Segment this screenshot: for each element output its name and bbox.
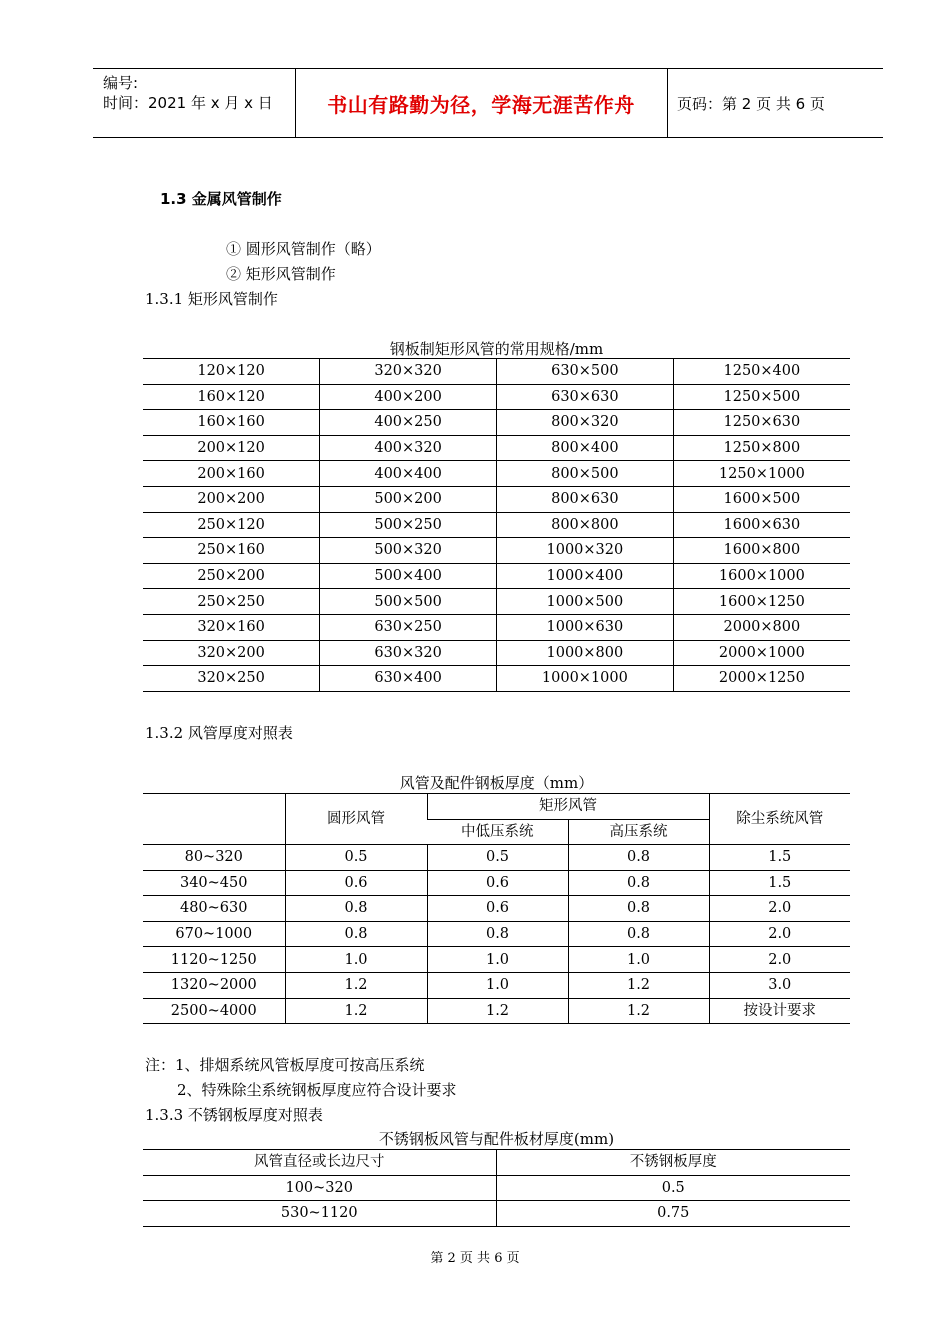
table-cell: 0.8 xyxy=(568,896,709,922)
thickness-table-caption: 风管及配件钢板厚度（mm） xyxy=(399,774,594,792)
table-cell: 1600×500 xyxy=(673,486,850,512)
table-cell: 800×630 xyxy=(497,486,674,512)
table-cell: 0.6 xyxy=(427,896,568,922)
table-cell: 800×800 xyxy=(497,512,674,538)
table-cell: 160×160 xyxy=(143,410,320,436)
table-row xyxy=(143,512,850,538)
header-meta xyxy=(103,73,273,113)
table-cell: 400×250 xyxy=(320,410,497,436)
table-cell: 0.75 xyxy=(496,1201,850,1227)
table-cell: 1000×320 xyxy=(497,538,674,564)
table-cell: 400×400 xyxy=(320,461,497,487)
table-cell: 250×160 xyxy=(143,538,320,564)
table-cell: 800×500 xyxy=(497,461,674,487)
header-cell-size: 风管直径或长边尺寸 xyxy=(143,1150,496,1176)
table-cell: 2000×1250 xyxy=(673,666,850,692)
list-item-rect-duct: ② 矩形风管制作 xyxy=(226,265,336,283)
table-cell: 250×120 xyxy=(143,512,320,538)
table-cell: 1000×400 xyxy=(497,563,674,589)
table-cell: 1000×1000 xyxy=(497,666,674,692)
table-cell: 200×120 xyxy=(143,435,320,461)
header-cell-dust: 除尘系统风管 xyxy=(709,794,850,845)
table-cell: 1250×500 xyxy=(673,384,850,410)
stainless-table xyxy=(143,1149,850,1227)
header-cell-thickness: 不锈钢板厚度 xyxy=(496,1150,850,1176)
table-row xyxy=(143,947,850,973)
table-row xyxy=(143,640,850,666)
spec-table-caption: 钢板制矩形风管的常用规格/mm xyxy=(389,340,604,358)
table-cell: 1.5 xyxy=(709,870,850,896)
thickness-table xyxy=(143,793,850,1024)
table-row xyxy=(143,1201,850,1227)
table-row xyxy=(143,435,850,461)
table-cell: 1.2 xyxy=(568,998,709,1024)
table-cell: 2.0 xyxy=(709,947,850,973)
table-cell: 1120~1250 xyxy=(143,947,285,973)
table-cell: 1.0 xyxy=(568,947,709,973)
table-row xyxy=(143,384,850,410)
table-cell: 320×200 xyxy=(143,640,320,666)
table-cell: 1.0 xyxy=(427,947,568,973)
note-2: 2、特殊除尘系统钢板厚度应符合设计要求 xyxy=(177,1081,457,1099)
table-cell: 250×200 xyxy=(143,563,320,589)
table-row xyxy=(143,538,850,564)
table-row xyxy=(143,870,850,896)
table-cell: 1.0 xyxy=(285,947,427,973)
table-cell: 500×400 xyxy=(320,563,497,589)
table-cell: 250×250 xyxy=(143,589,320,615)
table-header-row xyxy=(143,794,850,820)
table-cell: 0.8 xyxy=(285,896,427,922)
table-cell: 0.8 xyxy=(568,870,709,896)
table-cell: 1250×800 xyxy=(673,435,850,461)
header-cell-round: 圆形风管 xyxy=(285,794,427,845)
table-cell: 630×630 xyxy=(497,384,674,410)
table-cell: 1.2 xyxy=(285,972,427,998)
table-cell: 400×320 xyxy=(320,435,497,461)
table-cell: 400×200 xyxy=(320,384,497,410)
table-cell: 200×160 xyxy=(143,461,320,487)
table-cell: 0.8 xyxy=(568,845,709,871)
table-cell: 500×320 xyxy=(320,538,497,564)
table-cell: 0.5 xyxy=(496,1175,850,1201)
spec-table xyxy=(143,358,850,692)
table-cell: 500×500 xyxy=(320,589,497,615)
table-cell: 1000×630 xyxy=(497,614,674,640)
header-cell-rect: 矩形风管 xyxy=(427,794,709,820)
table-cell: 200×200 xyxy=(143,486,320,512)
table-cell: 按设计要求 xyxy=(709,998,850,1024)
table-cell: 1250×1000 xyxy=(673,461,850,487)
table-row xyxy=(143,666,850,692)
table-cell: 630×400 xyxy=(320,666,497,692)
table-row xyxy=(143,461,850,487)
table-cell: 1000×800 xyxy=(497,640,674,666)
table-cell: 500×250 xyxy=(320,512,497,538)
header-motto: 书山有路勤为径，学海无涯苦作舟 xyxy=(327,93,635,117)
table-cell: 800×320 xyxy=(497,410,674,436)
table-cell: 1600×1000 xyxy=(673,563,850,589)
table-row xyxy=(143,359,850,385)
header-page-label: 页码：第 2 页 共 6 页 xyxy=(677,95,825,113)
table-cell: 500×200 xyxy=(320,486,497,512)
table-cell: 1600×800 xyxy=(673,538,850,564)
table-cell: 0.6 xyxy=(285,870,427,896)
table-cell: 630×500 xyxy=(497,359,674,385)
subsection-1-3-1: 1.3.1 矩形风管制作 xyxy=(145,290,278,308)
table-cell: 2000×1000 xyxy=(673,640,850,666)
table-cell: 800×400 xyxy=(497,435,674,461)
time-label: 时间：2021 年 x 月 x 日 xyxy=(103,94,273,112)
table-cell: 1.5 xyxy=(709,845,850,871)
code-label: 编号: xyxy=(103,74,139,92)
table-cell: 530~1120 xyxy=(143,1201,496,1227)
stainless-table-caption: 不锈钢板风管与配件板材厚度(mm) xyxy=(378,1130,615,1148)
table-cell: 1600×1250 xyxy=(673,589,850,615)
table-cell: 1000×500 xyxy=(497,589,674,615)
table-cell: 0.8 xyxy=(427,921,568,947)
table-cell: 120×120 xyxy=(143,359,320,385)
table-cell: 670~1000 xyxy=(143,921,285,947)
table-cell: 2.0 xyxy=(709,921,850,947)
table-cell: 0.8 xyxy=(285,921,427,947)
table-cell: 320×250 xyxy=(143,666,320,692)
table-cell: 0.8 xyxy=(568,921,709,947)
table-cell: 1250×630 xyxy=(673,410,850,436)
page-header xyxy=(93,68,883,138)
note-1: 注：1、排烟系统风管板厚度可按高压系统 xyxy=(145,1056,425,1074)
table-row xyxy=(143,972,850,998)
table-cell: 630×250 xyxy=(320,614,497,640)
table-cell: 160×120 xyxy=(143,384,320,410)
table-cell: 340~450 xyxy=(143,870,285,896)
header-cell-size xyxy=(143,794,285,845)
table-cell: 320×320 xyxy=(320,359,497,385)
table-cell: 100~320 xyxy=(143,1175,496,1201)
list-item-round-duct: ① 圆形风管制作（略） xyxy=(226,240,381,258)
table-cell: 1.0 xyxy=(427,972,568,998)
header-cell-rect-high: 高压系统 xyxy=(568,819,709,845)
table-row xyxy=(143,563,850,589)
header-cell-rect-low: 中低压系统 xyxy=(427,819,568,845)
header-divider xyxy=(667,69,668,137)
table-row xyxy=(143,921,850,947)
table-cell: 1250×400 xyxy=(673,359,850,385)
table-cell: 2000×800 xyxy=(673,614,850,640)
table-cell: 1.2 xyxy=(568,972,709,998)
table-row xyxy=(143,896,850,922)
table-row xyxy=(143,998,850,1024)
table-row xyxy=(143,845,850,871)
table-cell: 0.5 xyxy=(427,845,568,871)
table-cell: 2500~4000 xyxy=(143,998,285,1024)
table-cell: 1320~2000 xyxy=(143,972,285,998)
table-cell: 1.2 xyxy=(427,998,568,1024)
table-cell: 630×320 xyxy=(320,640,497,666)
table-cell: 320×160 xyxy=(143,614,320,640)
table-cell: 3.0 xyxy=(709,972,850,998)
table-row xyxy=(143,486,850,512)
page-footer: 第 2 页 共 6 页 xyxy=(430,1251,520,1266)
table-cell: 2.0 xyxy=(709,896,850,922)
table-header-row xyxy=(143,1150,850,1176)
table-row xyxy=(143,1175,850,1201)
table-cell: 80~320 xyxy=(143,845,285,871)
table-row xyxy=(143,614,850,640)
subsection-1-3-3: 1.3.3 不锈钢板厚度对照表 xyxy=(145,1106,323,1124)
table-cell: 1600×630 xyxy=(673,512,850,538)
table-row xyxy=(143,589,850,615)
section-heading: 1.3 金属风管制作 xyxy=(160,190,282,208)
subsection-1-3-2: 1.3.2 风管厚度对照表 xyxy=(145,724,293,742)
table-cell: 0.5 xyxy=(285,845,427,871)
table-cell: 0.6 xyxy=(427,870,568,896)
table-row xyxy=(143,410,850,436)
table-cell: 480~630 xyxy=(143,896,285,922)
table-cell: 1.2 xyxy=(285,998,427,1024)
